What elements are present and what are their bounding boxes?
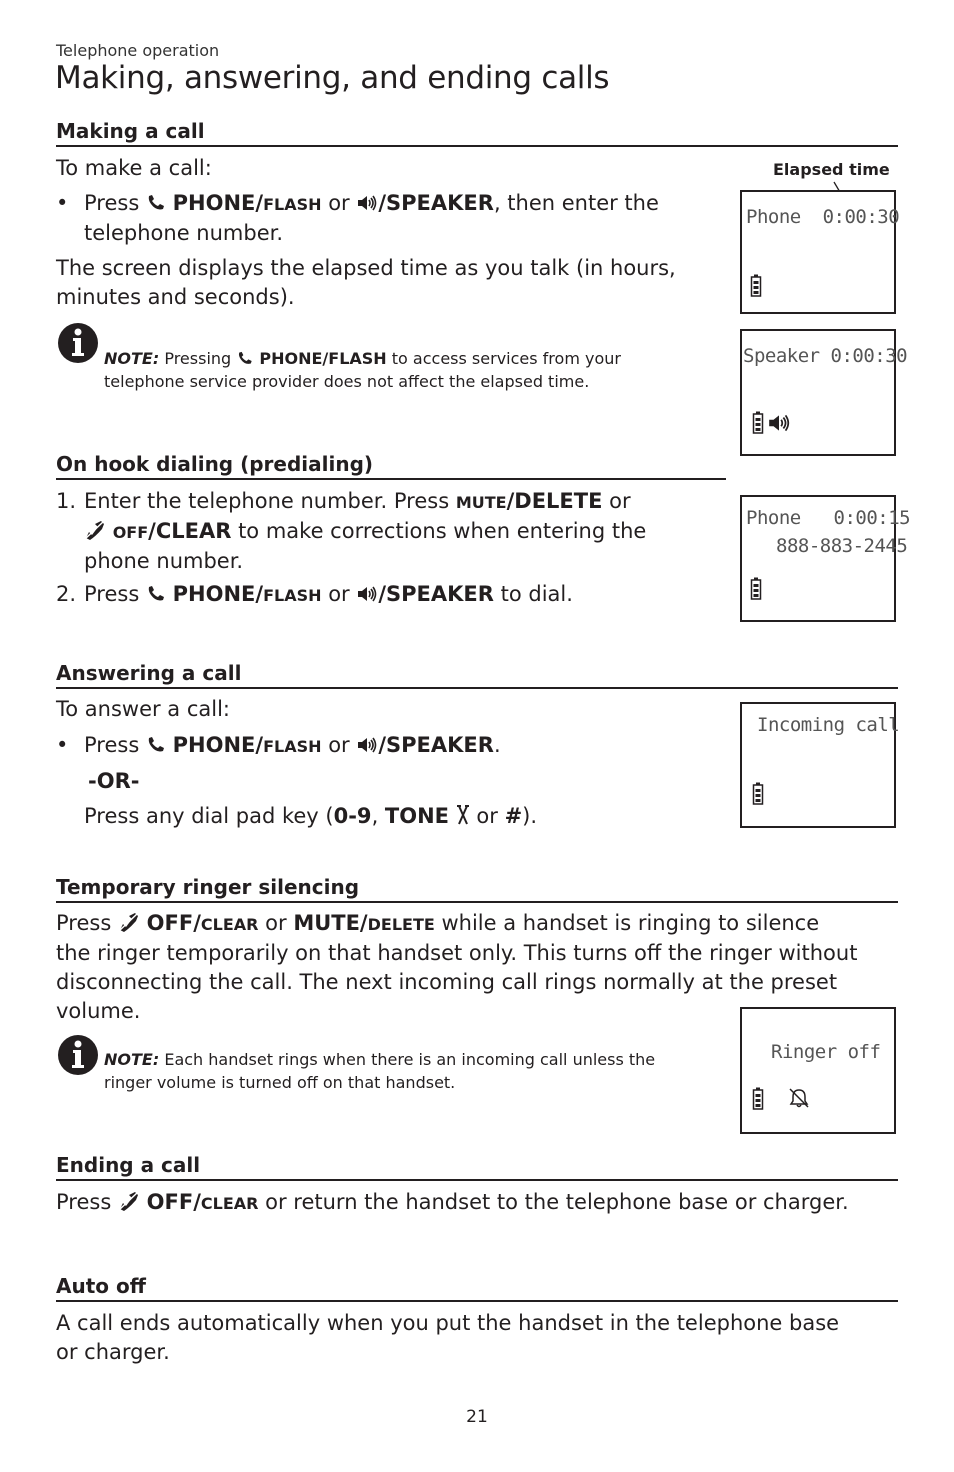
bullet-tail-2: telephone number.: [84, 221, 284, 245]
answering-intro: To answer a call:: [56, 697, 231, 721]
press-text: Press: [84, 191, 140, 215]
phone-key-label: PHONE/: [172, 733, 264, 757]
or-text: or: [469, 804, 505, 828]
page-number: 21: [466, 1407, 488, 1427]
clear-key-label: CLEAR: [200, 915, 259, 934]
tone-star-icon: [456, 805, 470, 825]
speaker-icon: [356, 194, 378, 212]
speaker-key-label: /SPEAKER: [378, 191, 494, 215]
ending-tail: or return the handset to the telephone base or charger.: [265, 1190, 849, 1214]
lcd-text-line2: 888-883-2445: [776, 535, 908, 557]
phone-icon: [236, 351, 254, 366]
off-phone-icon: [118, 912, 140, 932]
auto-off-line2: or charger.: [56, 1340, 170, 1364]
section-heading-answering: Answering a call: [56, 661, 898, 689]
phone-icon: [146, 585, 166, 603]
ending-text: [56, 1188, 898, 1218]
speaker-key-label: /SPEAKER: [378, 733, 494, 757]
lcd-text-line1: Phone 0:00:15: [746, 507, 911, 529]
screen-text-line1: The screen displays the elapsed time as you talk (in hours,: [56, 256, 676, 280]
flash-key-label: FLASH: [263, 737, 322, 756]
mute-key-label: MUTE: [455, 493, 507, 512]
info-icon: [57, 1034, 99, 1076]
tone-key-label: TONE: [384, 804, 450, 828]
clear-key-label: /CLEAR: [148, 519, 232, 543]
screen-description: [56, 254, 676, 312]
bullet-dot: •: [56, 733, 69, 757]
battery-icon: [752, 782, 764, 806]
lcd-screen-predial: [740, 495, 911, 622]
or-text: or: [328, 191, 350, 215]
note-line2: telephone service provider does not affect the elapsed time.: [104, 372, 590, 391]
any-key-line: [84, 802, 537, 831]
note-line1: Each handset rings when there is an incoming call unless the: [164, 1050, 656, 1069]
note-ringer: [104, 1048, 714, 1094]
lcd-text: Incoming call: [757, 714, 900, 736]
making-call-bullet: [56, 189, 706, 248]
lcd-screen-speaker-elapsed: [740, 329, 908, 456]
note-label: NOTE:: [104, 349, 160, 368]
speaker-icon: [356, 585, 378, 603]
hash-key-label: #: [504, 804, 523, 828]
speaker-icon: [767, 413, 791, 433]
or-label: -OR-: [88, 769, 140, 793]
step-number: 2.: [56, 582, 77, 606]
note-label: NOTE:: [104, 1050, 160, 1069]
press-text: Press: [56, 911, 112, 935]
section-heading-ending: Ending a call: [56, 1153, 898, 1181]
silencing-line2: the ringer temporarily on that handset only. This turns off the ringer without: [56, 941, 858, 965]
battery-icon: [750, 577, 762, 601]
auto-off-text: [56, 1309, 898, 1367]
off-phone-icon: [118, 1191, 140, 1211]
flash-key-label: FLASH: [263, 586, 322, 605]
note-tail: to access services from your: [391, 349, 621, 368]
silencing-line4: volume.: [56, 999, 141, 1023]
lcd-screen-ringer-off: [740, 1007, 896, 1134]
answering-bullet: [56, 731, 716, 761]
step-number: 1.: [56, 489, 77, 513]
note-pressing: Pressing: [164, 349, 232, 368]
press-text: Press: [84, 582, 140, 606]
note-elapsed-time: [104, 347, 704, 393]
silencing-line3: disconnecting the call. The next incoming call rings normally at the preset: [56, 970, 838, 994]
delete-key-label: /DELETE: [506, 489, 603, 513]
keys-label: 0-9: [333, 804, 372, 828]
bullet-tail: , then enter the: [493, 191, 659, 215]
comma: ,: [371, 804, 385, 828]
silencing-line1-tail: while a handset is ringing to silence: [441, 911, 820, 935]
info-icon: [57, 322, 99, 364]
mute-key-label: MUTE/: [293, 911, 368, 935]
phone-key-label: PHONE/: [172, 582, 264, 606]
press-text: Press: [56, 1190, 112, 1214]
or-text: or: [328, 733, 350, 757]
note-phone-flash: PHONE/FLASH: [259, 349, 387, 368]
delete-key-label: DELETE: [367, 915, 435, 934]
breadcrumb: Telephone operation: [56, 41, 220, 60]
section-heading-predialing: On hook dialing (predialing): [56, 452, 726, 480]
battery-icon: [752, 1087, 764, 1111]
bullet-dot: •: [56, 191, 69, 215]
section-heading-silencing: Temporary ringer silencing: [56, 875, 898, 903]
speaker-key-label: /SPEAKER: [378, 582, 494, 606]
period: .: [493, 733, 501, 757]
ringer-off-icon: [788, 1087, 810, 1109]
battery-icon: [750, 274, 762, 298]
step2-tail: to dial.: [500, 582, 573, 606]
lcd-screen-incoming: [740, 702, 900, 828]
press-text: Press: [84, 733, 140, 757]
section-heading-making-call: Making a call: [56, 119, 898, 147]
lcd-text: Ringer off: [771, 1041, 881, 1063]
lcd-text: Phone 0:00:30: [746, 206, 900, 228]
battery-icon: [752, 411, 764, 435]
flash-key-label: FLASH: [263, 195, 322, 214]
phone-icon: [146, 736, 166, 754]
close-paren: ).: [522, 804, 538, 828]
off-key-label: OFF/: [146, 911, 201, 935]
any-key-text: Press any dial pad key (: [84, 804, 334, 828]
page-title: Making, answering, and ending calls: [55, 60, 610, 96]
off-key-label: OFF: [112, 523, 149, 542]
step1-text-a: Enter the telephone number. Press: [84, 489, 450, 513]
screen-text-line2: minutes and seconds).: [56, 285, 295, 309]
note-line2: ringer volume is turned off on that handset.: [104, 1073, 456, 1092]
or-text: or: [265, 911, 287, 935]
lcd-screen-phone-elapsed: [740, 190, 900, 314]
section-heading-auto-off: Auto off: [56, 1274, 898, 1302]
or-text: or: [328, 582, 350, 606]
auto-off-line1: A call ends automatically when you put the handset in the telephone base: [56, 1311, 840, 1335]
phone-icon: [146, 194, 166, 212]
phone-key-label: PHONE/: [172, 191, 264, 215]
off-phone-icon: [84, 520, 106, 540]
off-key-label: OFF/: [146, 1190, 201, 1214]
making-call-intro: To make a call:: [56, 156, 212, 180]
predial-step-1: [56, 487, 716, 576]
clear-key-label: CLEAR: [200, 1194, 259, 1213]
speaker-icon: [356, 736, 378, 754]
lcd-text: Speaker 0:00:30: [743, 345, 908, 367]
step1-text-b: to make corrections when entering the: [238, 519, 647, 543]
or-text: or: [609, 489, 631, 513]
predial-step-2: [56, 580, 716, 610]
elapsed-time-label: Elapsed time: [773, 160, 890, 179]
step1-text-c: phone number.: [84, 549, 244, 573]
